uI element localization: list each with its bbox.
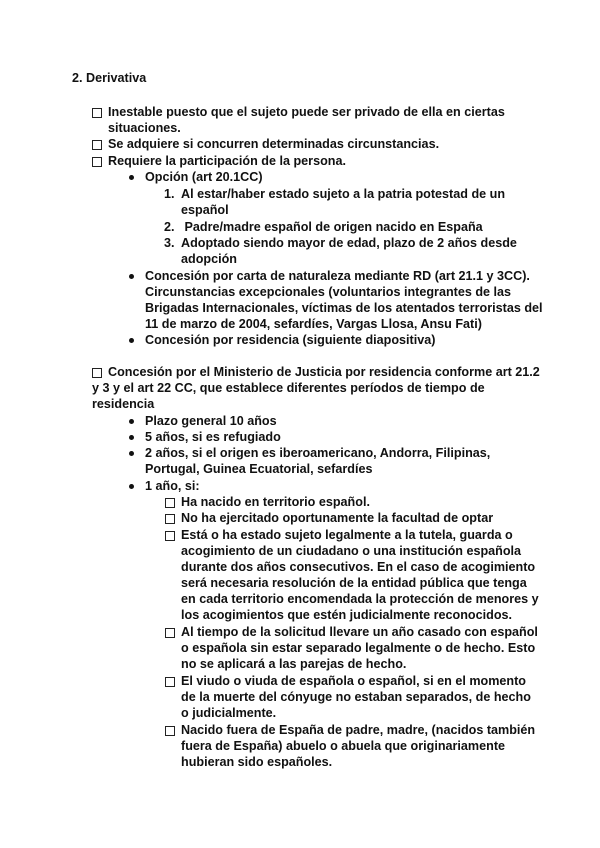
sub-item-line: Al tiempo de la solicitud llevare un año casado con español — [181, 625, 538, 639]
item-line: Concesión por el Ministerio de Justicia por residencia conforme art 21.2 — [108, 365, 540, 379]
bullet-icon — [129, 484, 134, 489]
bullet-line: Concesión por residencia (siguiente diapositiva) — [145, 333, 436, 347]
bullet-line: 11 de marzo de 2004, sefardíes, Vargas Llosa, Ansu Fati) — [145, 317, 482, 331]
item-line: Requiere la participación de la persona. — [108, 154, 346, 168]
sub-item-line: o española sin estar separado legalmente o de hecho. Esto — [181, 641, 536, 655]
sub-item-line: no se aplicará a las parejas de hecho. — [181, 657, 407, 671]
bullet-line: Portugal, Guinea Ecuatorial, sefardíes — [145, 462, 373, 476]
sub-item-line: Nacido fuera de España de padre, madre, (nacidos también — [181, 723, 536, 737]
sub-item-line: Está o ha estado sujeto legalmente a la tutela, guarda o — [181, 528, 513, 542]
checkbox-icon[interactable] — [165, 514, 175, 524]
checkbox-icon[interactable] — [165, 628, 175, 638]
checkbox-icon[interactable] — [92, 368, 102, 378]
bullet-line: 1 año, si: — [145, 479, 200, 493]
numbered-line: Adoptado siendo mayor de edad, plazo de 2 años desde — [181, 236, 517, 250]
bullet-line: Brigadas Internacionales, víctimas de los atentados terroristas del — [145, 301, 543, 315]
numbered-line: Al estar/haber estado sujeto a la patria potestad de un — [181, 187, 506, 201]
bullet-line: Plazo general 10 años — [145, 414, 277, 428]
sub-item-line: acogimiento de un ciudadano o una institución española — [181, 544, 522, 558]
bullet-icon — [129, 274, 134, 279]
sub-item-line: de la muerte del cónyuge no estaban separados, de hecho — [181, 690, 531, 704]
list-number: 1. — [164, 187, 175, 201]
sub-item-line: durante dos años consecutivos. En el caso de acogimiento — [181, 560, 536, 574]
bullet-icon — [129, 175, 134, 180]
list-number: 2. — [164, 220, 175, 234]
checkbox-icon[interactable] — [165, 531, 175, 541]
sub-item-line: en cada territorio encomendada la protección de menores y — [181, 592, 539, 606]
bullet-icon — [129, 435, 134, 440]
checkbox-icon[interactable] — [92, 157, 102, 167]
sub-item-line: Ha nacido en territorio español. — [181, 495, 370, 509]
item-line: Inestable puesto que el sujeto puede ser privado de ella en ciertas — [108, 105, 505, 119]
checkbox-icon[interactable] — [165, 677, 175, 687]
numbered-line: adopción — [181, 252, 237, 266]
item-line: y 3 y el art 22 CC, que establece diferentes períodos de tiempo de — [92, 381, 485, 395]
sub-item-line: No ha ejercitado oportunamente la facultad de optar — [181, 511, 494, 525]
bullet-icon — [129, 419, 134, 424]
bullet-line: 2 años, si el origen es iberoamericano, Andorra, Filipinas, — [145, 446, 491, 460]
sub-item-line: o judicialmente. — [181, 706, 277, 720]
list-number: 3. — [164, 236, 175, 250]
sub-item-line: los acogimientos que estén judicialmente reconocidos. — [181, 608, 513, 622]
sub-item-line: fuera de España) abuelo o abuela que originariamente — [181, 739, 506, 753]
checkbox-icon[interactable] — [165, 726, 175, 736]
checkbox-icon[interactable] — [165, 498, 175, 508]
checkbox-icon[interactable] — [92, 140, 102, 150]
sub-item-line: será necesaria resolución de la entidad pública que tenga — [181, 576, 527, 590]
numbered-line: español — [181, 203, 229, 217]
bullet-line: Concesión por carta de naturaleza mediante RD (art 21.1 y 3CC). — [145, 269, 530, 283]
checkbox-icon[interactable] — [92, 108, 102, 118]
bullet-icon — [129, 451, 134, 456]
item-line: Se adquiere si concurren determinadas circunstancias. — [108, 137, 440, 151]
section-heading: 2. Derivativa — [72, 71, 147, 85]
sub-item-line: hubieran sido españoles. — [181, 755, 333, 769]
sub-item-line: El viudo o viuda de española o español, si en el momento — [181, 674, 526, 688]
numbered-line: Padre/madre español de origen nacido en España — [181, 220, 483, 234]
item-line: situaciones. — [108, 121, 181, 135]
bullet-line: 5 años, si es refugiado — [145, 430, 281, 444]
item-line: residencia — [92, 397, 155, 411]
bullet-line: Circunstancias excepcionales (voluntarios integrantes de las — [145, 285, 512, 299]
bullet-line: Opción (art 20.1CC) — [145, 170, 263, 184]
bullet-icon — [129, 338, 134, 343]
